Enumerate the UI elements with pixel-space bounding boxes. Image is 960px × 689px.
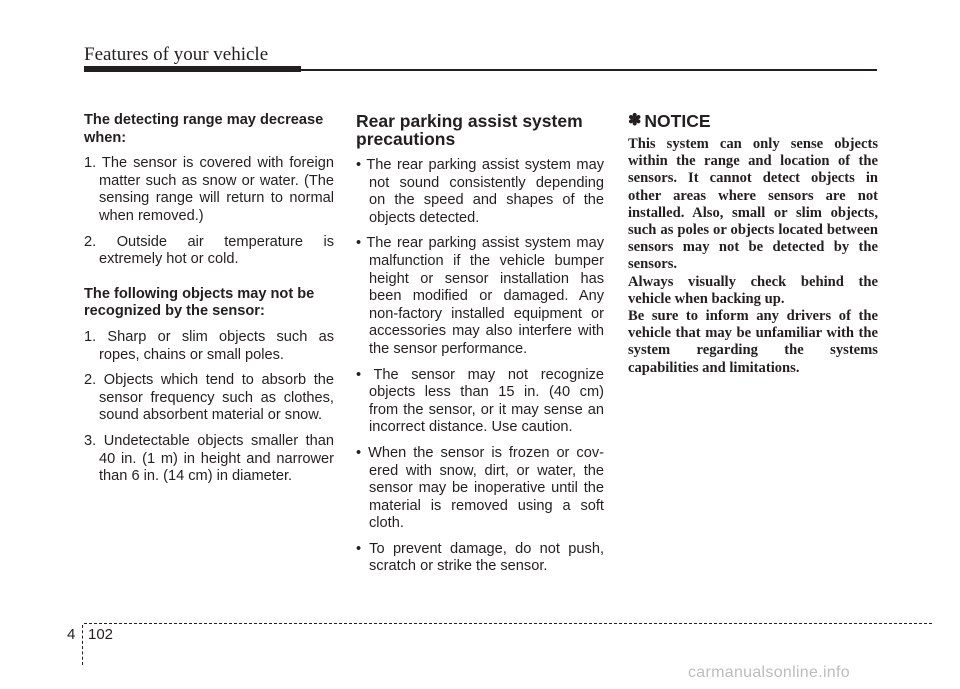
notice-asterisk-icon: ✽: [628, 112, 642, 129]
chapter-number: 4: [67, 626, 76, 643]
precaution-item-3: • The sensor may not recognize objects less than 15 in. (40 cm) from the sensor, or it may sense an incorrect distance. Use caution.: [356, 366, 604, 436]
column-detection-range: [84, 112, 334, 494]
page-number: 102: [88, 626, 114, 643]
footer-dashed-divider: [82, 625, 83, 665]
precaution-item-4: • When the sensor is frozen or cov- ered with snow, dirt, or water, the sensor may be inoperative until the material is removed using a soft cloth.: [356, 444, 604, 532]
unrecognized-object-item-1: 1. Sharp or slim objects such as ropes, chains or small poles.: [84, 328, 334, 363]
notice-box: [628, 112, 878, 377]
notice-paragraph-3: Be sure to inform any drivers of the vehicle that may be unfamiliar with the system regarding the systems capabilities and limitations.: [628, 308, 878, 376]
precaution-item-1: • The rear parking assist system may not sound consistently depending on the speed and shapes of the objects detected.: [356, 157, 604, 226]
column-precautions: [356, 112, 604, 584]
notice-paragraph-2: Always visually check behind the vehicle when backing up.: [628, 273, 878, 307]
page-header-title: Features of your vehicle: [84, 44, 269, 65]
precaution-item-5: • To prevent damage, do not push, scratch or strike the sensor.: [356, 540, 604, 575]
notice-body: [628, 136, 878, 377]
header-rule-thin: [301, 69, 877, 71]
precaution-item-2: • The rear parking assist system may malfunction if the vehicle bumper height or sensor installation has been modified or damaged. Any non-factory installed equipment or accessories may also interfere with the sensor performance.: [356, 235, 604, 357]
detection-range-item-1: 1. The sensor is covered with foreign matter such as snow or water. (The sensing range will return to normal when removed.): [84, 155, 334, 224]
footer-dashed-rule: [84, 623, 932, 624]
notice-heading: [628, 112, 878, 130]
unrecognized-objects-subheading: The following objects may not be recognized by the sensor:: [84, 285, 315, 320]
unrecognized-object-item-3: 3. Undetectable objects smaller than 40 in. (1 m) in height and narrower than 6 in. (14 cm) in diameter.: [84, 432, 334, 485]
detection-range-subheading: The detecting range may decrease when:: [84, 112, 324, 146]
watermark: carmanualsonline.info: [688, 664, 850, 681]
notice-heading-label: NOTICE: [644, 111, 711, 131]
detection-range-item-2: 2. Outside air temperature is extremely hot or cold.: [84, 233, 334, 268]
precautions-heading: Rear parking assist system precautions: [356, 111, 583, 149]
notice-paragraph-1: This system can only sense objects within the range and location of the sensors. It cannot detect objects in other areas where sensors are not installed. Also, small or slim objects, such as poles or objects located between sensors may not be detected by the sensors.: [628, 136, 878, 273]
header-rule-thick: [84, 66, 301, 72]
unrecognized-object-item-2: 2. Objects which tend to absorb the sensor frequency such as clothes, sound absorbent material or snow.: [84, 372, 334, 424]
